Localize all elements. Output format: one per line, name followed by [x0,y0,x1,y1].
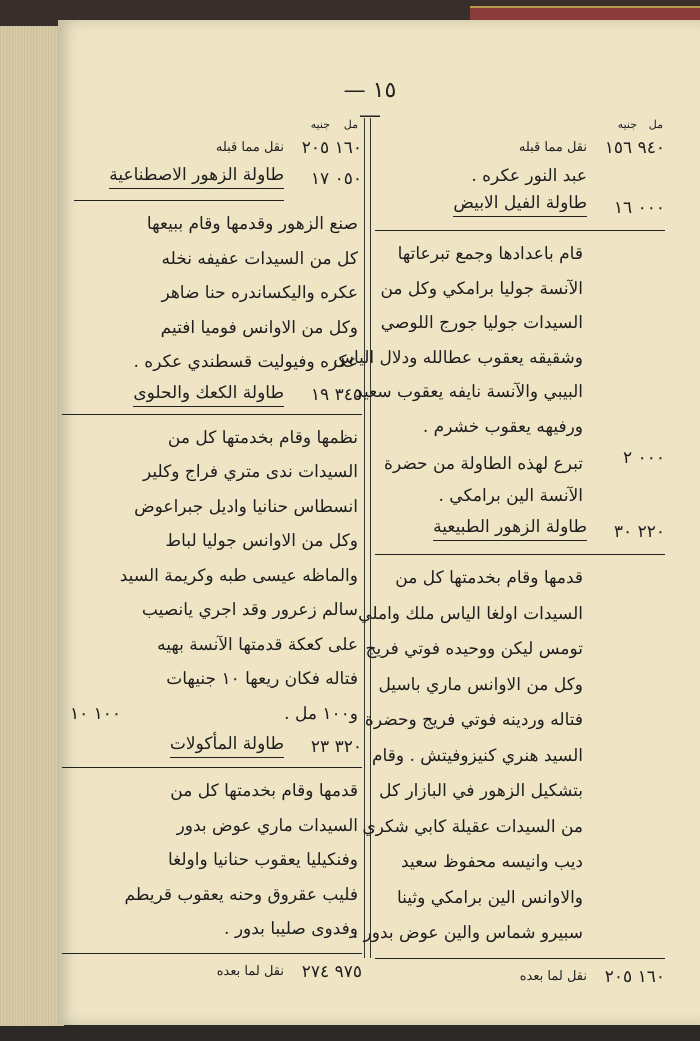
donation-row [375,444,665,506]
text-line: السيدات اولغا الياس ملك واملي [358,603,583,624]
mil-header: مل [343,118,358,131]
text-line: وفنكيليا يعقوب حنانيا واولغا [167,850,358,870]
text-line: قدمها وقام بخدمتها كل من [170,781,358,801]
amount: ٠٠٠ ١٦ [613,198,665,218]
pound-header: جنيه [310,118,330,131]
text-line: وكل من الاوانس ماري باسيل [378,674,583,695]
text-line: وشقيقه يعقوب عطالله ودلال الياس [333,347,583,368]
amount: ٣٤٥ ١٩ [310,384,362,405]
section-heading [375,190,665,226]
text-line: سالم زعرور وقد اجري يانصيب [141,600,358,620]
section-rule [375,554,665,555]
amount: ١٦٠ ٢٠٥ [301,138,362,158]
section-paragraph [62,207,362,380]
text-line: قدمها وقام بخدمتها كل من [395,568,583,588]
carried-forward-row [62,134,362,162]
section-title: طاولة الفيل الابيض [453,190,587,217]
amount: ٩٧٥ ٢٧٤ [301,961,362,982]
section-paragraph [352,561,587,952]
column-header [62,118,362,134]
text-line: من السيدات عقيلة كابي شكري [362,816,583,837]
text-line: البيبي والآنسة نايفه يعقوب سعيد [355,382,583,402]
text-line: صنع الزهور وقدمها وقام ببيعها [146,214,358,234]
section-heading [375,514,665,550]
amount: ١٠٠ ١٠ [70,703,122,724]
carried-label: نقل مما قبله [215,140,284,155]
text-line: والماظه عيسى طبه وكريمة السيد [119,565,358,586]
text-line: فليب عقروق وحنه يعقوب قريطم [124,884,358,905]
section-heading [62,731,362,763]
donation-text [384,448,583,512]
text-line: كل من السيدات عفيفه نخله [161,248,358,269]
section-rule [62,414,362,415]
section-paragraph [62,421,362,732]
section-rule [74,200,284,201]
left-column [62,118,362,986]
carried-label: نقل مما قبله [518,140,587,155]
section-heading [62,162,362,196]
carried-label: نقل لما بعده [519,968,587,984]
text-line: نظمها وقام بخدمتها كل من [167,427,358,448]
section-title: طاولة الكعك والحلوى [133,380,284,407]
text-line: السيدات ماري عوض بدور [176,815,358,836]
text-line: السيد هنري كنيزوفيتش . وقام [372,745,583,766]
text-line: و١٠٠ مل . [284,703,358,724]
amount: ٢٢٠ ٣٠ [613,522,665,542]
column-header [375,118,665,134]
text-line: سبيرو شماس والين عوض بدور . [352,923,583,943]
text-line: عكره واليكساندره حنا ضاهر [161,283,358,303]
text-line: الآنسة جوليا برامكي وكل من [380,278,583,299]
section-heading [62,380,362,410]
section-rule [375,230,665,231]
text-line: على كعكة قدمتها الآنسة بهيه [157,634,358,655]
section-title: طاولة الزهور الاصطناعية [109,162,284,189]
amount: ٠٠٠ ٢ [623,448,665,468]
page-number: — ١٥ — [343,78,397,128]
carried-next-row [375,963,665,991]
text-line: بتشكيل الزهور في البازار كل [379,781,583,801]
text-line: ورفيهه يعقوب خشرم . [422,416,583,437]
text-line: تومس ليكن ووحيده فوتي فريج [365,639,583,659]
text-line: تبرع لهذه الطاولة من حضرة [384,454,583,474]
text-line: وفدوى صليبا بدور . [224,919,358,939]
amount: ٩٤٠ ١٥٦ [604,138,665,158]
section-title: طاولة الزهور الطبيعية [433,514,587,541]
amount: ١٦٠ ٢٠٥ [604,966,665,987]
amount: ٠٥٠ ١٧ [310,169,362,189]
text-line: فتاله فكان ريعها ١٠ جنيهات [166,669,358,689]
text-line: قام باعدادها وجمع تبرعاتها [397,244,583,264]
text-line: فتاله وردينه فوتي فريج وحضرة [364,710,583,730]
text-line: انسطاس حنانيا واديل جبراعوض [134,496,358,517]
carried-label: نقل لما بعده [216,963,284,979]
pound-header: جنيه [617,118,637,131]
section-title: طاولة المأكولات [170,731,284,758]
text-line: السيدات ندى متري فراج وكلير [143,462,358,482]
text-line: والاوانس الين برامكي وثينا [396,887,583,908]
text-line: ديب وانيسه محفوظ سعيد [401,852,583,872]
text-line: وكل من الاوانس جوليا لباط [165,531,358,551]
amount: ٣٢٠ ٢٣ [310,737,362,757]
section-rule [62,767,362,768]
lottery-line [62,697,358,732]
page-edges [0,26,64,1026]
text-line: الآنسة الين برامكي . [438,486,583,506]
footer-rule [375,958,665,959]
text-line: عكره وفيوليت قسطندي عكره . [133,352,358,372]
footer-rule [62,953,362,954]
text-line: السيدات جوليا جورج اللوصي [380,313,583,333]
text-line: عبد النور عكره . [471,166,587,186]
section-paragraph [62,774,362,947]
text-line: وكل من الاوانس فوميا افتيم [160,317,358,338]
mil-header: مل [648,118,663,131]
intro-line [375,162,665,190]
carried-next-row [62,958,362,986]
carried-forward-row [375,134,665,162]
